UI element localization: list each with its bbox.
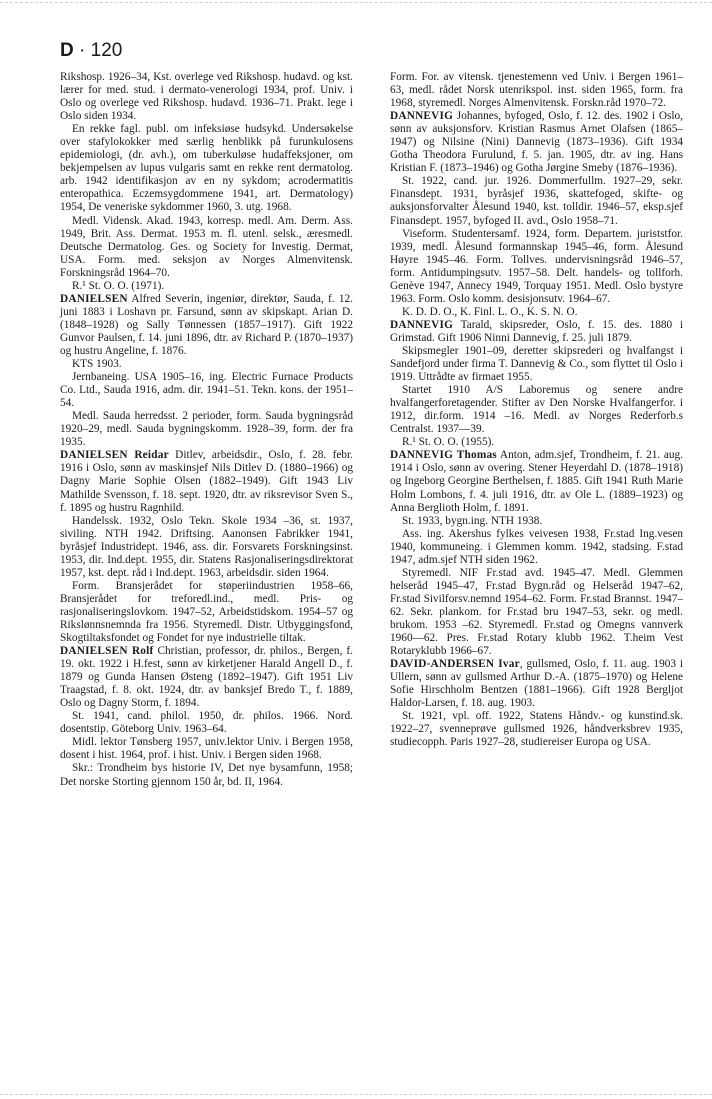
entry-paragraph: St. 1933, bygn.ing. NTH 1938. — [402, 514, 543, 527]
entry-paragraph: St. 1921, vpl. off. 1922, Statens Håndv.- og kunstind.sk. 1922–27, svenneprøve gullsmed 1926, håndverksbrev 1935, studiecopph. Paris 1927–28, studiereiser Europa og USA. — [390, 710, 683, 749]
entry-paragraph: Ass. ing. Akershus fylkes veivesen 1938, Fr.stad Ing.vesen 1940, kommuneing. i Glemmen komm. 1942, stadsing. F.stad 1947, adm.sjef NTH siden 1962. — [390, 527, 683, 566]
bottom-scan-rule — [0, 1094, 712, 1095]
entry-paragraph: St. 1922, cand. jur. 1926. Dommerfullm. 1927–29, sekr. Finansdept. 1931, byråsjef 1936, skattefoged, skifte- og auksjonsforvalter Ålesund 1940, kst. tolldir. 1946–57, eksp.sjef Finansdept. 1957, byfoged II. avd., Oslo 1958–71. — [390, 175, 683, 227]
continued-paragraph: Rikshosp. 1926–34, Kst. overlege ved Rikshosp. hudavd. og kst. lærer for med. stud. i dermato-venerologi 1934, prof. Univ. i Oslo og overlege ved Rikshosp. hudavd. 1936–71. Prakt. lege i Oslo siden 1934. — [60, 71, 353, 123]
left-column — [60, 71, 353, 789]
biography-entry — [390, 658, 683, 710]
continued-paragraph: Form. For. av vitensk. tjenestemenn ved Univ. i Bergen 1961–63, medl. rådet Norsk utenrikspol. inst. siden 1965, form. fra 1968, styremedl. Norges Almenvitensk. Forskn.råd 1970–72. — [390, 71, 683, 110]
entry-text: Alfred Severin, ingeniør, direktør, Sauda, f. 12. juni 1883 i Loshavn pr. Farsund, sønn av skipskapt. Arian D. (1848–1928) og Sally Tønnessen (1857–1917). Gift 1922 Gunvor Paulsen, f. 14. juni 1896, dtr. av Richard P. (1870–1937) og hustru Angeline, f. 1876. — [60, 292, 353, 357]
entry-text: Ditlev, arbeidsdir., Oslo, f. 28. febr. 1916 i Oslo, sønn av maskinsjef Nils Ditlev D. (1880–1966) og Dagny Marie Sophie Olsen (1882–1949). Gift 1943 Liv Mathilde Svensson, f. 18. sept. 1920, dtr. av riksrevisor Sven S., f. 1895 og hustru Ragnhild. — [60, 449, 353, 514]
entry-paragraph: Styremedl. NIF Fr.stad avd. 1945–47. Medl. Glemmen helseråd 1945–47, Fr.stad Bygn.råd og Helseråd 1947–62, Fr.stad Sivilforsv.nemnd 1954–62. Form. Fr.stad Brannst. 1947–62. Sekr. plankom. for Fr.stad bru 1947–53, sekr. og medl. brukom. 1953 –62. Styremedl. Fr.stad og Omegns vannverk 1960—62. Pres. Fr.stad Rotary klubb 1962. T.heim Vest Rotaryklubb 1966–67. — [390, 566, 683, 658]
entry-paragraph: Startet 1910 A/S Laboremus og senere andre hvalfangerforetagender. Stifter av Den Norske Hvalfangerfor. i 1912, dir.form. 1914 –16. Medl. av Norges Rederforb.s Centralst. 1937—39. — [390, 384, 683, 436]
entry-paragraph: Form. Bransjerådet for støperiindustrien 1958–66, Bransjerådet for treforedl.ind., medl. Pris- og rasjonaliseringslovkom. 1947–52, Arbeidstidskom. 1954–57 og Rikslønnsnemnda fra 1956. Styremedl. Distr. Utbyggingsfond, Skogtiltaksfondet og Fondet for nye industrielle tiltak. — [60, 579, 353, 645]
entry-headword: DAVID-ANDERSEN Ivar — [390, 658, 520, 671]
section-letter: D — [60, 40, 74, 61]
entry-headword: DANNEVIG — [390, 110, 454, 123]
right-column — [390, 71, 683, 749]
entry-paragraph: R.¹ St. O. O. (1971). — [72, 279, 165, 292]
entry-paragraph: R.¹ St. O. O. (1955). — [402, 436, 495, 449]
top-scan-rule — [0, 2, 712, 3]
entry-paragraph: En rekke fagl. publ. om infeksiøse hudsykd. Undersøkelse over stafylokokker med særlig henblikk på furunkulosens epidemiologi, (dr. avh.), om tuberkuløse hudaffeksjoner, om bekjempelsen av lupus vulgaris samt en rekke rent dermatolog. arb. 1942 identifikasjon av en ny sykdom; acrodermatitis enteropathica. Eczemsygdommene 1941, art. Dermatology) 1954, De veneriske sykdommer 1960, 3. utg. 1968. — [60, 123, 353, 214]
biography-entry — [390, 110, 683, 175]
entry-text: Christian, professor, dr. philos., Bergen, f. 19. okt. 1922 i H.fest, sønn av kirketjener Harald Angell D., f. 1879 og Gunda Hansen Østeng (1892–1947). Gift 1951 Liv Traagstad, f. 8. okt. 1924, dtr. av banksjef Bredo T., f. 1889, Oslo og Dagny Storm, f. 1894. — [60, 645, 354, 710]
biography-entry — [390, 449, 683, 514]
entry-paragraph: Handelssk. 1932, Oslo Tekn. Skole 1934 –36, st. 1937, siviling. NTH 1942. Driftsing. Aanonsen Fabrikker 1941, byråsjef Industridept. 1946, ass. dir. Forsvarets Forskningsinst. 1953, dir. Ind.dept. 1955, dir. Statens Rasjonaliseringsdirektorat 1957, kst. dept. råd i Ind.dept. 1963, arbeidsdir. siden 1964. — [60, 514, 353, 579]
entry-paragraph: St. 1941, cand. philol. 1950, dr. philos. 1966. Nord. dosentstip. Göteborg Univ. 1963–64. — [60, 710, 353, 736]
entry-paragraph: Medl. Vidensk. Akad. 1943, korresp. medl. Am. Derm. Ass. 1949, Brit. Ass. Dermat. 1953 m. fl. utenl. selsk., æresmedl. Deutsche Dermatolog. Ges. og Society for Investig. Dermat, USA. Form. med. seksjon av Norges Almenvitensk. Forskningsråd 1964–70. — [60, 214, 353, 279]
entry-paragraph: KTS 1903. — [72, 358, 122, 371]
entry-text: Tarald, skipsreder, Oslo, f. 15. des. 1880 i Grimstad. Gift 1906 Ninni Dannevig, f. 25. juli 1879. — [390, 318, 683, 344]
entry-text: Johannes, byfoged, Oslo, f. 12. des. 1902 i Oslo, sønn av auksjonsforv. Kristian Rasmus Arnet Olafsen (1865–1947) og Nilsine (Nini) Dannevig (1873–1936). Gift 1934 Gotha Theodora Furulund, f. 5. jan. 1905, dtr. av ing. Hans Kristian F. (1873–1946) og Gotha Jørgine Smeby (1876–1936). — [390, 110, 683, 175]
entry-headword: DANNEVIG — [390, 318, 454, 331]
entry-paragraph: K. D. D. O., K. Finl. L. O., K. S. N. O. — [402, 305, 578, 318]
biography-entry — [390, 319, 683, 345]
entry-paragraph: Midl. lektor Tønsberg 1957, univ.lektor Univ. i Bergen 1958, dosent i hist. 1964, prof. i hist. Univ. i Bergen siden 1968. — [60, 736, 353, 762]
entry-paragraph: Jernbaneing. USA 1905–16, ing. Electric Furnace Products Co. Ltd., Sauda 1916, adm. dir. 1941–51. Tekn. kons. der 1951–54. — [60, 371, 353, 410]
entry-headword: DANIELSEN Rolf — [60, 645, 154, 658]
entry-paragraph: Skipsmegler 1901–09, deretter skipsrederi og hvalfangst i Sandefjord under firma T. Dannevig & Co., som flyttet til Oslo i 1919. Uttrådte av firmaet 1955. — [390, 344, 683, 384]
entry-text: Anton, adm.sjef, Trondheim, f. 21. aug. 1914 i Oslo, sønn av overing. Stener Heyerdahl D. (1878–1918) og Ingeborg Georgine Berthelsen, f. 1885. Gift 1941 Ruth Marie Holm Lombons, f. 4. juli 1916, dtr. av Ole L. (1889–1923) og Anna Berglioth Holm, f. 1891. — [390, 449, 683, 514]
page-header — [60, 40, 122, 62]
entry-headword: DANNEVIG Thomas — [390, 449, 497, 462]
entry-paragraph: Medl. Sauda herredsst. 2 perioder, form. Sauda bygningsråd 1920–29, medl. Sauda bygningskomm. 1928–39, form. der fra 1935. — [60, 410, 353, 449]
biography-entry — [60, 449, 353, 514]
entry-headword: DANIELSEN Reidar — [60, 449, 169, 462]
entry-headword: DANIELSEN — [60, 292, 128, 305]
biography-entry — [60, 293, 353, 358]
page-number: 120 — [90, 40, 123, 61]
entry-paragraph: Viseform. Studentersamf. 1924, form. Departem. juriststfor. 1939, medl. Ålesund formannskap 1945–46, form. Ålesund Høyre 1945–46. Form. Tollves. undervisningsråd 1946–57, form. Antidumpingsutv. 1957–58. Delt. handels- og tollforh. Genève 1947, Annecy 1949, Torquay 1951. Medl. Oslo bystyre 1963. Form. Oslo komm. desisjonsutv. 1964–67. — [390, 227, 683, 305]
biography-entry — [60, 645, 353, 710]
entry-paragraph: Skr.: Trondheim bys historie IV, Det nye bysamfunn, 1958; Det norske Storting gjennom 150 år, bd. II, 1964. — [60, 762, 353, 788]
header-separator: · — [79, 40, 86, 61]
entry-text: , gullsmed, Oslo, f. 11. aug. 1903 i Ullern, sønn av gullsmed Arthur D.-A. (1875–1970) og Helene Sofie Hirschholm Bentzen (1881–1966). Gift 1928 Bergljot Haldor-Larsen, f. 18. aug. 1903. — [390, 658, 683, 710]
